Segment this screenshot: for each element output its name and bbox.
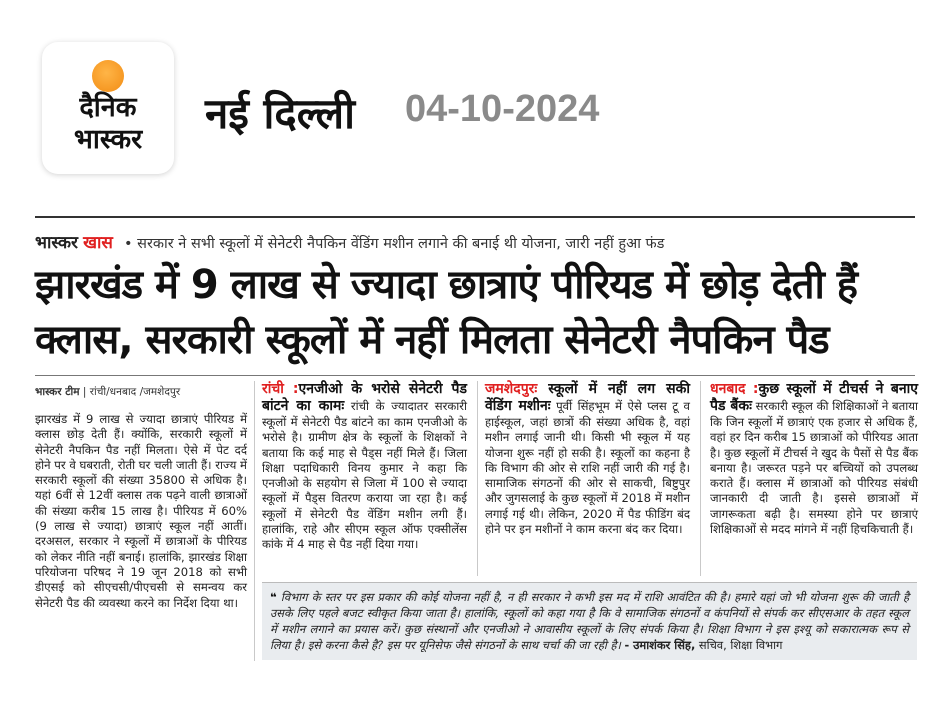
kicker-brand-khas: खास <box>83 233 113 253</box>
column-dhanbad-place: धनबाद : <box>710 381 759 397</box>
column-dhanbad-body: सरकारी स्कूल की शिक्षिकाओं ने बताया कि जिन स्कूलों में छात्राएं एक हजार से अधिक हैं, वहां हर दिन करीब 15 छात्राओं को पीरियड आता है। कुछ स्कूलों में टीचर्स ने खुद के पैसों से पैड बैंक बनाया है। जरूरत पड़ने पर बच्चियों को उपलब्ध कराते हैं। क्लास में छात्राओं को पीरियड संबंधी जानकारी दी जाती है। इससे छात्राओं में जागरूकता बढ़ी है। समस्या होने पर छात्राएं शिक्षिकाओं से मदद मांगने में नहीं हिचकिचाती हैं। <box>710 399 918 537</box>
headline-divider <box>35 375 915 376</box>
column-divider <box>254 381 255 661</box>
kicker-subhead: • सरकार ने सभी स्कूलों में सेनेटरी नैपकिन वेंडिंग मशीन लगाने की बनाई थी योजना, जारी नहीं हुआ फंड <box>123 236 665 252</box>
column-jamshedpur <box>485 381 690 537</box>
edition-date: 04-10-2024 <box>405 88 600 130</box>
column-jamshedpur-body: पूर्वी सिंहभूम में ऐसे प्लस टू व हाईस्कूल, जहां छात्रों की संख्या अधिक है, वहां मशीन लगाई जानी थी। किसी भी स्कूल में यह योजना शुरू नहीं हो सकी है। स्कूलों का कहना है कि विभाग की ओर से राशि नहीं जारी की गई है। सामाजिक संगठनों की ओर से साकची, बिष्टुपुर और जुगसलाई के कुछ स्कूलों में 2018 में मशीन लगाई गई थी। लेकिन, 2020 में पैड फीडिंग बंद होने पर इन मशीनों ने काम करना बंद कर दिया। <box>485 399 690 537</box>
column-dhanbad-heading: कुछ स्कूलों में टीचर्स ने बनाए पैड बैंकः <box>710 381 918 414</box>
kicker-brand: भास्कर <box>35 233 78 253</box>
column-ranchi-heading: एनजीओ के भरोसे सेनेटरी पैड बांटने का कामः <box>262 381 468 414</box>
column-intro: झारखंड में 9 लाख से ज्यादा छात्राएं पीरियड में क्लास छोड़ देती हैं। क्योंकि, सरकारी स्कूलों में सेनेटरी नैपकिन पैड नहीं मिलता। ऐसे में पेट दर्द होने पर वे घबराती, रोती घर चली जाती हैं। राज्य में सरकारी स्कूलों की संख्या 35800 से अधिक है। यहां 6वीं से 12वीं क्लास तक पढ़ने वाली छात्राओं की संख्या करीब 15 लाख है। पीरियड में 60% (9 लाख से ज्यादा) छात्राएं स्कूल नहीं आतीं। दरअसल, सरकार ने स्कूलों में छात्राओं के पीरियड को लेकर नीति नहीं बनाई। हालांकि, झारखंड शिक्षा परियोजना परिषद ने 19 जून 2018 को सभी डीएसई को सीएचसी/पीएचसी से समन्वय कर सेनेटरी पैड की व्यवस्था करने का निर्देश दिया था। <box>35 412 247 610</box>
dainik-bhaskar-logo <box>42 42 174 174</box>
byline-places: | रांची/धनबाद /जमशेदपुर <box>82 386 181 398</box>
quote-mark-icon: ❝ <box>270 590 277 604</box>
headline-line2: क्लास, सरकारी स्कूलों में नहीं मिलता सेनेटरी नैपकिन पैड <box>35 317 829 363</box>
logo-text-line1: दैनिक <box>79 92 137 123</box>
top-divider <box>35 216 915 218</box>
logo-text-line2: भास्कर <box>73 124 143 155</box>
headline-line1: झारखंड में 9 लाख से ज्यादा छात्राएं पीरियड में छोड़ देती हैं <box>35 262 858 308</box>
headline <box>35 258 925 368</box>
byline-team: भास्कर टीम <box>35 386 80 398</box>
quote-speaker-role: सचिव, शिक्षा विभाग <box>698 638 783 652</box>
column-ranchi-place: रांची : <box>262 381 299 397</box>
column-ranchi-body: रांची के ज्यादातर सरकारी स्कूलों में सेनेटरी पैड बांटने का काम एनजीओ के भरोसे है। ग्रामीण क्षेत्र के स्कूलों के शिक्षकों ने बताया कि कई माह से पैड्स नहीं मिले हैं। जिला शिक्षा पदाधिकारी विनय कुमार ने कहा कि एनजीओ के सहयोग से जिला में 100 से ज्यादा स्कूलों में पैड्स वितरण कराया जा रहा है। कई स्कूलों में सेनेटरी पैड वेंडिंग मशीन लगी हैं। हालांकि, राहे और सीएम स्कूल ऑफ एक्सीलेंस कांके में 4 माह से पैड नहीं दिया गया। <box>262 399 468 552</box>
column-divider <box>477 381 478 576</box>
column-ranchi <box>262 381 467 553</box>
edition-city: नई दिल्ली <box>205 89 356 138</box>
quote-speaker: - उमाशंकर सिंह, <box>624 638 696 652</box>
column-jamshedpur-place: जमशेदपुरः <box>485 381 538 397</box>
sun-icon <box>92 60 124 92</box>
official-quote-box <box>262 582 917 660</box>
column-dhanbad <box>710 381 918 537</box>
byline <box>35 385 255 399</box>
kicker <box>35 230 920 256</box>
column-divider <box>700 381 701 576</box>
column-jamshedpur-heading: स्कूलों में नहीं लग सकी वेंडिंग मशीनः <box>485 381 691 414</box>
quote-text: विभाग के स्तर पर इस प्रकार की कोई योजना नहीं है, न ही सरकार ने कभी इस मद में राशि आवंटित की है। हमारे यहां जो भी योजना शुरू की जाती है उसके लिए पहले बजट स्वीकृत किया जाता है। हालांकि, स्कूलों को कहा गया है कि वे सामाजिक संगठनों व कंपनियों से संपर्क कर सीएसआर के तहत स्कूल में मशीन लगाने का प्रयास करें। कुछ संस्थानों और एनजीओ ने आवासीय स्कूलों के लिए संपर्क किया है। शिक्षा विभाग ने इस इश्यू को सकारात्मक रूप से लिया है। इसे करना कैसे है? इस पर यूनिसेफ जैसे संगठनों के साथ चर्चा की जा रही है। <box>270 590 909 652</box>
